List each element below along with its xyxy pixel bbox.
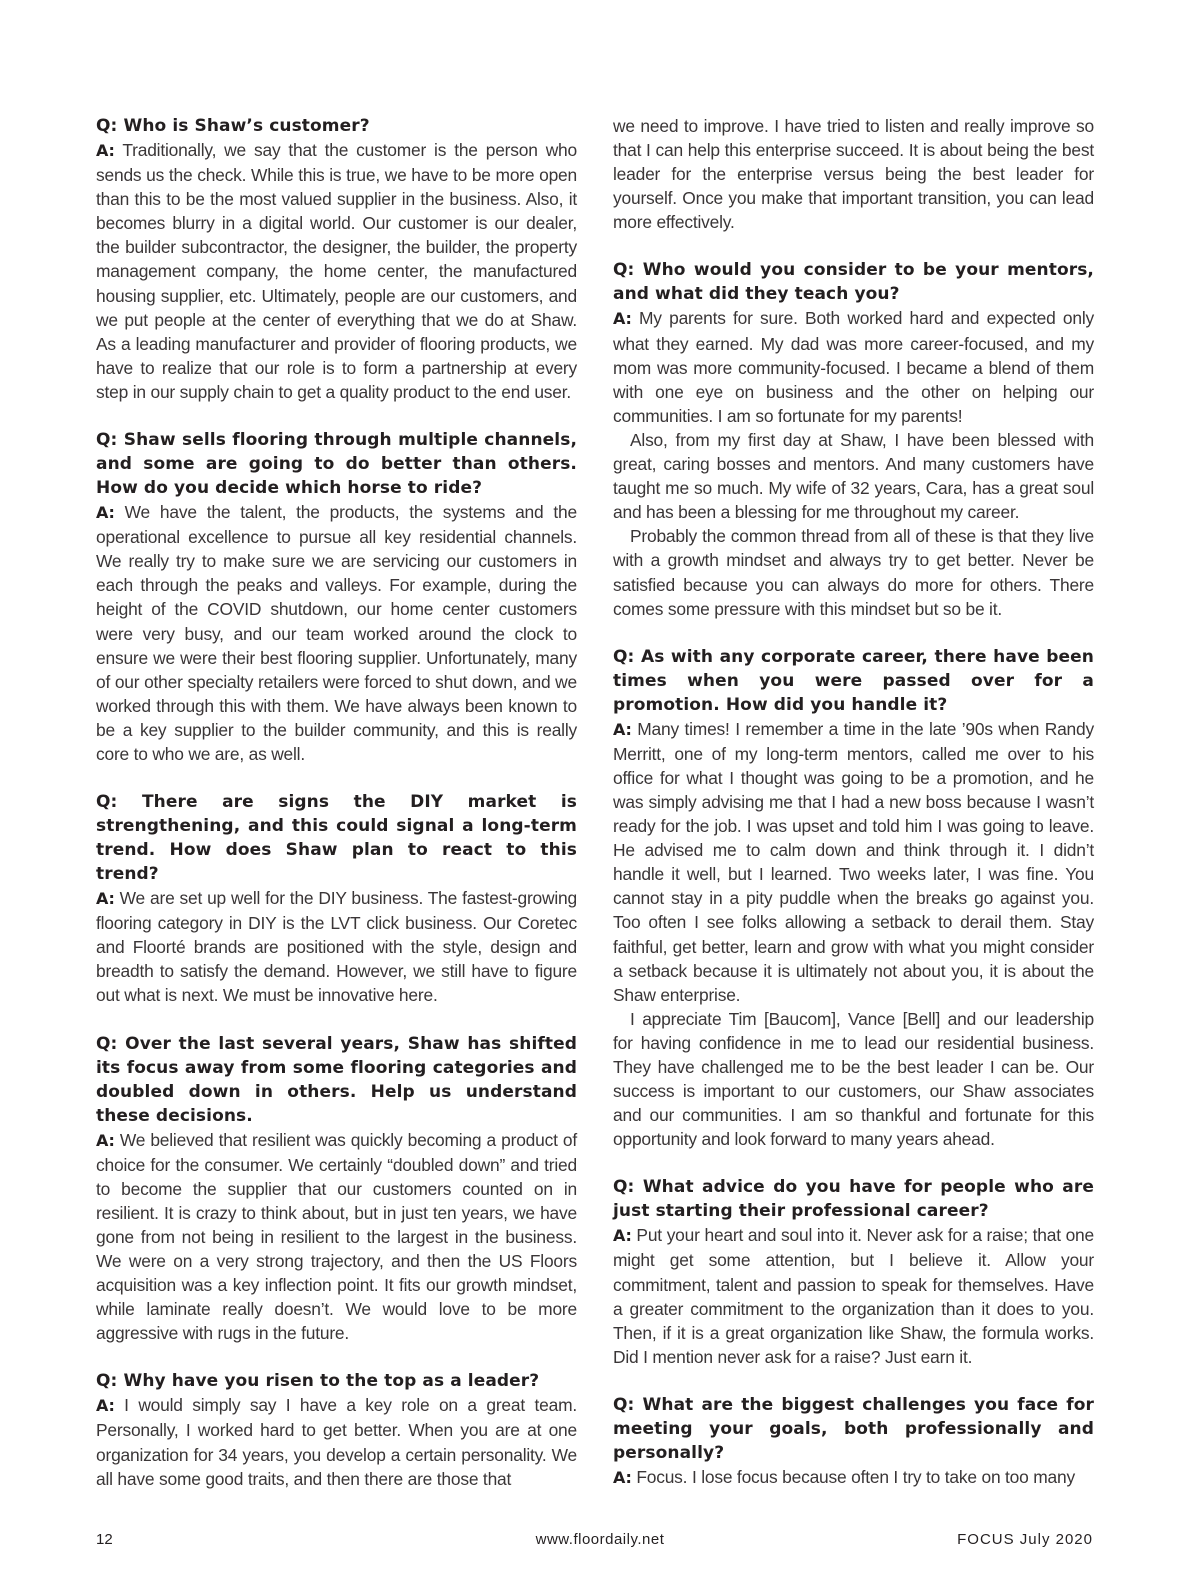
answer-paragraph: Probably the common thread from all of these is that they live with a growth mindset and always try to get better. Never be satisfied because you can always do more for others. There comes some pressure with this mindset but so be it. [613, 526, 1094, 619]
answer-label: A: [96, 889, 115, 909]
answer-label: A: [613, 309, 632, 329]
answer-paragraph [613, 1223, 1094, 1369]
continued-answer-text: we need to improve. I have tried to listen and really improve so that I can help this enterprise succeed. It is about being the best leader for the enterprise versus being the best leader for yourself. Once you make that important transition, you can lead more effectively. [613, 116, 1094, 233]
qa-block-promotion [613, 645, 1094, 1152]
qa-block-focus-shift [96, 1032, 577, 1346]
answer-paragraph: I appreciate Tim [Baucom], Vance [Bell] and our leadership for having confidence in me to lead our residential business. They have challenged me to be the best leader I can be. Our success is important to our customers, our Shaw associates and our communities. I am so thankful and fortunate for this opportunity and look forward to many years ahead. [613, 1008, 1094, 1150]
answer-paragraph [96, 886, 577, 1007]
answer-paragraph: Also, from my first day at Shaw, I have been blessed with great, caring bosses and mentors. And many customers have taught me so much. My wife of 32 years, Cara, has a great soul and has been a blessing for me throughout my career. [613, 429, 1094, 523]
answer-text: Traditionally, we say that the customer is the person who sends us the check. While this is true, we have to be more open than this to be the most valued supplier in the business. Also, it becomes blurry in a digital world. Our customer is our dealer, the builder subcontractor, the designer, the builder, the property management company, the home center, the manufactured housing supplier, etc. Ultimately, people are our customers, and we put people at the center of everything that we do at Shaw. As a leading manufacturer and provider of flooring products, we have to realize that our role is to form a partnership at every step in our supply chain to get a quality product to the end user. [96, 140, 577, 402]
answer-paragraph [96, 1393, 577, 1490]
left-column [96, 114, 577, 1515]
question-heading: Q: What are the biggest challenges you face for meeting your goals, both professionally and personally? [613, 1394, 1094, 1463]
qa-block-mentors [613, 258, 1094, 620]
right-column [613, 114, 1094, 1514]
answer-text: Many times! I remember a time in the late ’90s when Randy Merritt, one of my long-term mentors, called me over to his office for what I thought was going to be a promotion, and he was simply advising me that I had a new boss because I wasn’t ready for the job. I was upset and told him I was going to leave. He advised me to calm down and think through it. I didn’t handle it well, but I learned. Two weeks later, I was fine. You cannot stay in a pity puddle when the breaks go against you. Too often I see folks allowing a setback to derail them. Stay faithful, get better, learn and grow with what you might consider a setback because it is ultimately not about you, it is about the Shaw enterprise. [613, 718, 1094, 1005]
question-heading: Q: As with any corporate career, there have been times when you were passed over for a promotion. How did you handle it? [613, 646, 1094, 715]
question-heading: Q: Who is Shaw’s customer? [96, 116, 370, 136]
answer-label: A: [96, 503, 115, 523]
answer-text: We believed that resilient was quickly becoming a product of choice for the consumer. We certainly “doubled down” and tried to become the supplier that our customers counted on in resilient. It is crazy to think about, but in just ten years, we have gone from not being in resilient to the largest in the business. We were on a very strong trajectory, and then the US Floors acquisition was a key inflection point. It fits our growth mindset, while laminate really doesn’t. We would love to be more aggressive with rugs in the future. [96, 1129, 577, 1344]
answer-paragraph [96, 138, 577, 404]
answer-text: We are set up well for the DIY business. The fastest-growing flooring category in DIY is the LVT click business. Our Coretec and Floorté brands are positioned with the style, design and breadth to satisfy the demand. However, we still have to figure out what is next. We must be innovative here. [96, 888, 577, 1006]
question-heading: Q: Who would you consider to be your mentors, and what did they teach you? [613, 260, 1094, 305]
qa-block-challenges [613, 1393, 1094, 1490]
answer-paragraph [96, 1128, 577, 1346]
answer-label: A: [613, 1467, 632, 1487]
qa-block-advice [613, 1175, 1094, 1369]
qa-block-continuation [613, 114, 1094, 234]
qa-block-diy [96, 790, 577, 1007]
answer-paragraph [613, 306, 1094, 427]
answer-label: A: [613, 719, 632, 739]
answer-text: My parents for sure. Both worked hard and expected only what they earned. My dad was more career-focused, and my mom was more community-focused. I became a blend of them with one eye on business and the other on helping our communities. I am so fortunate for my parents! [613, 308, 1094, 426]
answer-label: A: [613, 1226, 632, 1246]
footer-page-number: 12 [96, 1531, 113, 1548]
answer-text: Focus. I lose focus because often I try to take on too many [631, 1466, 1075, 1487]
qa-block-customer [96, 114, 577, 404]
question-heading: Q: Why have you risen to the top as a leader? [96, 1371, 540, 1392]
question-heading: Q: Over the last several years, Shaw has shifted its focus away from some flooring categories and doubled down in others. Help us understand these decisions. [96, 1033, 577, 1126]
answer-text: We have the talent, the products, the systems and the operational excellence to pursue all key residential channels. We really try to make sure we are servicing our customers in each through the peaks and valleys. For example, during the height of the COVID shutdown, our home center customers were very busy, and our team worked around the clock to ensure we were their best flooring supplier. Unfortunately, many of our other specialty retailers were forced to shut down, and we worked through this with them. We have always been known to be a key supplier to the builder community, and this is really core to who we are, as well. [96, 502, 577, 764]
footer-url[interactable]: www.floordaily.net [535, 1531, 665, 1548]
qa-block-channels [96, 428, 577, 766]
answer-paragraph [96, 500, 577, 766]
qa-block-leader [96, 1369, 577, 1490]
answer-text: I would simply say I have a key role on a great team. Personally, I worked hard to get better. When you are at one organization for 34 years, you develop a certain personality. We all have some good traits, and then there are those that [96, 1395, 577, 1489]
answer-label: A: [96, 141, 115, 160]
answer-label: A: [96, 1130, 115, 1150]
answer-paragraph [613, 1465, 1094, 1490]
answer-text: Put your heart and soul into it. Never ask for a raise; that one might get some attention, but I believe it. Allow your commitment, talent and passion to speak for themselves. Have a greater commitment to the organization than it does to you. Then, if it is a great organization like Shaw, the formula works. Did I mention never ask for a raise? Just earn it. [613, 1225, 1094, 1367]
answer-paragraph [613, 717, 1094, 1007]
footer-publication: FOCUS July 2020 [957, 1531, 1093, 1548]
question-heading: Q: There are signs the DIY market is strengthening, and this could signal a long-term trend. How does Shaw plan to react to this trend? [96, 792, 577, 885]
answer-label: A: [96, 1396, 115, 1416]
question-heading: Q: What advice do you have for people who are just starting their professional career? [613, 1177, 1094, 1222]
question-heading: Q: Shaw sells flooring through multiple channels, and some are going to do better than others. How do you decide which horse to ride? [96, 430, 577, 499]
